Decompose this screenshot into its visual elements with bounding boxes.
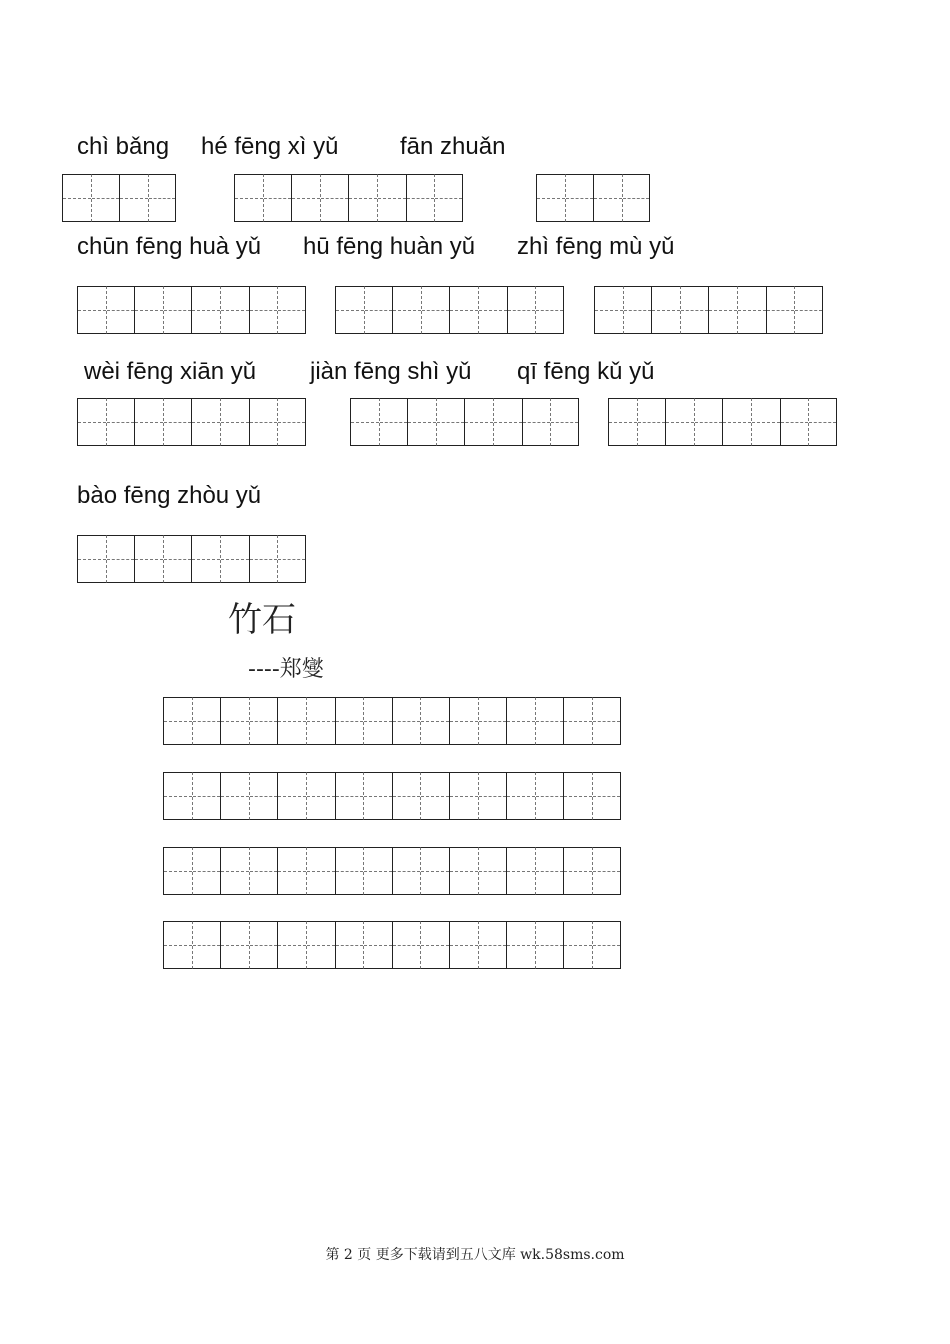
grid-cell[interactable] <box>249 697 278 745</box>
grid-cell[interactable] <box>592 921 621 969</box>
grid-cell[interactable] <box>392 286 421 334</box>
grid-cell[interactable] <box>420 847 449 895</box>
grid-cell[interactable] <box>364 286 393 334</box>
grid-cell[interactable] <box>436 398 465 446</box>
grid-cell[interactable] <box>708 286 737 334</box>
grid-cell[interactable] <box>134 286 163 334</box>
grid-cell[interactable] <box>563 772 592 820</box>
poem-writing-grid-line-1[interactable] <box>163 697 621 745</box>
grid-cell[interactable] <box>392 772 421 820</box>
grid-cell[interactable] <box>277 286 306 334</box>
grid-cell[interactable] <box>593 174 622 222</box>
grid-cell[interactable] <box>192 921 221 969</box>
poem-writing-grid-line-2[interactable] <box>163 772 621 820</box>
grid-cell[interactable] <box>249 535 278 583</box>
grid-cell[interactable] <box>506 772 535 820</box>
grid-cell[interactable] <box>665 398 694 446</box>
writing-grid-qi-feng-ku-yu[interactable] <box>608 398 837 446</box>
grid-cell[interactable] <box>306 772 335 820</box>
grid-cell[interactable] <box>392 697 421 745</box>
grid-cell[interactable] <box>191 535 220 583</box>
poem-title: 竹石 <box>228 600 296 640</box>
grid-cell[interactable] <box>249 398 278 446</box>
grid-cell[interactable] <box>420 697 449 745</box>
grid-cell[interactable] <box>478 847 507 895</box>
grid-cell[interactable] <box>220 286 249 334</box>
grid-cell[interactable] <box>563 697 592 745</box>
grid-cell[interactable] <box>350 398 379 446</box>
grid-cell[interactable] <box>192 847 221 895</box>
grid-cell[interactable] <box>192 697 221 745</box>
grid-cell[interactable] <box>535 286 564 334</box>
grid-cell[interactable] <box>163 921 192 969</box>
grid-cell[interactable] <box>406 174 435 222</box>
grid-cell[interactable] <box>592 697 621 745</box>
grid-cell[interactable] <box>420 921 449 969</box>
grid-cell[interactable] <box>134 535 163 583</box>
pinyin-qi-feng-ku-yu: qī fēng kǔ yǔ <box>517 358 655 385</box>
grid-cell[interactable] <box>535 921 564 969</box>
grid-cell[interactable] <box>163 847 192 895</box>
grid-cell[interactable] <box>191 286 220 334</box>
writing-grid-chun-feng-hua-yu[interactable] <box>77 286 306 334</box>
grid-cell[interactable] <box>550 398 579 446</box>
grid-cell[interactable] <box>522 398 551 446</box>
grid-cell[interactable] <box>62 174 91 222</box>
pinyin-hu-feng-huan-yu: hū fēng huàn yǔ <box>303 233 476 260</box>
grid-cell[interactable] <box>91 174 120 222</box>
grid-cell[interactable] <box>507 286 536 334</box>
grid-cell[interactable] <box>694 398 723 446</box>
grid-cell[interactable] <box>106 286 135 334</box>
grid-cell[interactable] <box>493 398 522 446</box>
grid-cell[interactable] <box>77 535 106 583</box>
grid-cell[interactable] <box>306 697 335 745</box>
grid-cell[interactable] <box>234 174 263 222</box>
page-footer: 第 2 页 更多下载请到五八文库 wk.58sms.com <box>325 1247 625 1263</box>
grid-cell[interactable] <box>464 398 493 446</box>
writing-grid-bao-feng-zhou-yu[interactable] <box>77 535 306 583</box>
writing-grid-jian-feng-shi-yu[interactable] <box>350 398 579 446</box>
grid-cell[interactable] <box>766 286 795 334</box>
grid-cell[interactable] <box>77 398 106 446</box>
grid-cell[interactable] <box>506 697 535 745</box>
grid-cell[interactable] <box>651 286 680 334</box>
grid-cell[interactable] <box>592 772 621 820</box>
writing-grid-wei-feng-xian-yu[interactable] <box>77 398 306 446</box>
grid-cell[interactable] <box>608 398 637 446</box>
grid-cell[interactable] <box>808 398 837 446</box>
grid-cell[interactable] <box>277 921 306 969</box>
writing-grid-fan-zhuan[interactable] <box>536 174 650 222</box>
grid-cell[interactable] <box>263 174 292 222</box>
grid-cell[interactable] <box>449 286 478 334</box>
grid-cell[interactable] <box>163 772 192 820</box>
poem-writing-grid-line-4[interactable] <box>163 921 621 969</box>
grid-cell[interactable] <box>421 286 450 334</box>
pinyin-chi-bang: chì bǎng <box>77 133 170 160</box>
grid-cell[interactable] <box>249 772 278 820</box>
grid-cell[interactable] <box>363 921 392 969</box>
grid-cell[interactable] <box>392 847 421 895</box>
grid-cell[interactable] <box>478 772 507 820</box>
grid-cell[interactable] <box>737 286 766 334</box>
grid-cell[interactable] <box>449 921 478 969</box>
grid-cell[interactable] <box>379 398 408 446</box>
grid-cell[interactable] <box>637 398 666 446</box>
grid-cell[interactable] <box>119 174 148 222</box>
grid-cell[interactable] <box>478 921 507 969</box>
grid-cell[interactable] <box>535 772 564 820</box>
pinyin-fan-zhuan: fān zhuǎn <box>400 133 506 160</box>
grid-cell[interactable] <box>220 398 249 446</box>
grid-cell[interactable] <box>106 535 135 583</box>
grid-cell[interactable] <box>535 697 564 745</box>
grid-cell[interactable] <box>320 174 349 222</box>
grid-cell[interactable] <box>722 398 751 446</box>
grid-cell[interactable] <box>449 772 478 820</box>
grid-cell[interactable] <box>622 174 651 222</box>
grid-cell[interactable] <box>220 535 249 583</box>
grid-cell[interactable] <box>592 847 621 895</box>
grid-cell[interactable] <box>220 921 249 969</box>
grid-cell[interactable] <box>163 697 192 745</box>
grid-cell[interactable] <box>249 847 278 895</box>
grid-cell[interactable] <box>392 921 421 969</box>
grid-cell[interactable] <box>220 697 249 745</box>
grid-cell[interactable] <box>163 398 192 446</box>
writing-grid-he-feng-xi-yu[interactable] <box>234 174 463 222</box>
grid-cell[interactable] <box>249 921 278 969</box>
grid-cell[interactable] <box>506 847 535 895</box>
grid-cell[interactable] <box>291 174 320 222</box>
pinyin-zhi-feng-mu-yu: zhì fēng mù yǔ <box>517 233 675 260</box>
grid-cell[interactable] <box>348 174 377 222</box>
grid-cell[interactable] <box>335 847 364 895</box>
grid-cell[interactable] <box>794 286 823 334</box>
grid-cell[interactable] <box>751 398 780 446</box>
grid-cell[interactable] <box>407 398 436 446</box>
grid-cell[interactable] <box>192 772 221 820</box>
grid-cell[interactable] <box>363 772 392 820</box>
grid-cell[interactable] <box>277 697 306 745</box>
grid-cell[interactable] <box>335 921 364 969</box>
grid-cell[interactable] <box>563 847 592 895</box>
grid-cell[interactable] <box>780 398 809 446</box>
pinyin-wei-feng-xian-yu: wèi fēng xiān yǔ <box>84 358 257 385</box>
grid-cell[interactable] <box>478 697 507 745</box>
grid-cell[interactable] <box>106 398 135 446</box>
grid-cell[interactable] <box>623 286 652 334</box>
grid-cell[interactable] <box>335 772 364 820</box>
grid-cell[interactable] <box>420 772 449 820</box>
pinyin-chun-feng-hua-yu: chūn fēng huà yǔ <box>77 233 262 260</box>
pinyin-jian-feng-shi-yu: jiàn fēng shì yǔ <box>310 358 472 385</box>
poem-writing-grid-line-3[interactable] <box>163 847 621 895</box>
writing-grid-hu-feng-huan-yu[interactable] <box>335 286 564 334</box>
grid-cell[interactable] <box>277 772 306 820</box>
grid-cell[interactable] <box>563 921 592 969</box>
grid-cell[interactable] <box>277 398 306 446</box>
grid-cell[interactable] <box>163 535 192 583</box>
grid-cell[interactable] <box>377 174 406 222</box>
grid-cell[interactable] <box>249 286 278 334</box>
grid-cell[interactable] <box>306 921 335 969</box>
grid-cell[interactable] <box>449 847 478 895</box>
writing-grid-zhi-feng-mu-yu[interactable] <box>594 286 823 334</box>
grid-cell[interactable] <box>449 697 478 745</box>
writing-grid-chi-bang[interactable] <box>62 174 176 222</box>
grid-cell[interactable] <box>478 286 507 334</box>
grid-cell[interactable] <box>565 174 594 222</box>
grid-cell[interactable] <box>306 847 335 895</box>
grid-cell[interactable] <box>506 921 535 969</box>
grid-cell[interactable] <box>335 697 364 745</box>
grid-cell[interactable] <box>148 174 177 222</box>
grid-cell[interactable] <box>594 286 623 334</box>
grid-cell[interactable] <box>163 286 192 334</box>
grid-cell[interactable] <box>535 847 564 895</box>
grid-cell[interactable] <box>335 286 364 334</box>
grid-cell[interactable] <box>434 174 463 222</box>
grid-cell[interactable] <box>77 286 106 334</box>
grid-cell[interactable] <box>536 174 565 222</box>
grid-cell[interactable] <box>363 697 392 745</box>
grid-cell[interactable] <box>220 847 249 895</box>
pinyin-he-feng-xi-yu: hé fēng xì yǔ <box>201 133 339 160</box>
grid-cell[interactable] <box>363 847 392 895</box>
grid-cell[interactable] <box>277 847 306 895</box>
pinyin-bao-feng-zhou-yu: bào fēng zhòu yǔ <box>77 482 262 509</box>
grid-cell[interactable] <box>680 286 709 334</box>
poem-author: ----郑燮 <box>248 657 324 682</box>
grid-cell[interactable] <box>277 535 306 583</box>
grid-cell[interactable] <box>134 398 163 446</box>
grid-cell[interactable] <box>220 772 249 820</box>
grid-cell[interactable] <box>191 398 220 446</box>
